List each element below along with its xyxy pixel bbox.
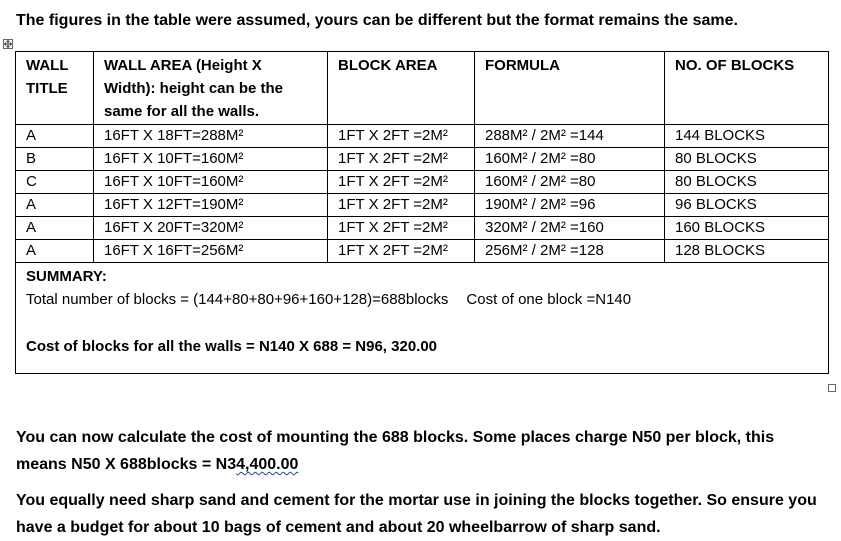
no-of-blocks-cell[interactable]: 96 BLOCKS — [665, 194, 829, 217]
summary-cost-all-walls: Cost of blocks for all the walls = N140 X 688 = N96, 320.00 — [26, 338, 438, 355]
paragraph-sand-cement[interactable]: You equally need sharp sand and cement for the mortar use in joining the blocks together. So ensure you have a budget for about 10 bags of cement and about 20 wheelbarrow of sharp sand. — [16, 492, 817, 536]
intro-text: The figures in the table were assumed, yours can be different but the format remains the same. — [16, 12, 738, 29]
spelling-flagged-amount[interactable]: 4,400.00 — [236, 456, 299, 473]
block-area-cell[interactable]: 1FT X 2FT =2M² — [328, 171, 475, 194]
summary-cost-one-block: Cost of one block =N140 — [466, 291, 632, 308]
summary-total: Total number of blocks = (144+80+80+96+160+128)=688blocks — [26, 291, 449, 308]
wall-title-cell[interactable]: A — [16, 240, 94, 263]
block-area-cell[interactable]: 1FT X 2FT =2M² — [328, 194, 475, 217]
header-block-area[interactable]: BLOCK AREA — [328, 52, 475, 125]
formula-cell[interactable]: 288M² / 2M² =144 — [475, 125, 665, 148]
summary-cell[interactable] — [16, 263, 829, 374]
table-row — [16, 240, 829, 263]
table-row — [16, 125, 829, 148]
block-area-cell[interactable]: 1FT X 2FT =2M² — [328, 148, 475, 171]
header-formula[interactable]: FORMULA — [475, 52, 665, 125]
blocks-table[interactable] — [15, 51, 829, 374]
table-row — [16, 148, 829, 171]
header-no-of-blocks[interactable]: NO. OF BLOCKS — [665, 52, 829, 125]
formula-cell[interactable]: 160M² / 2M² =80 — [475, 148, 665, 171]
no-of-blocks-cell[interactable]: 144 BLOCKS — [665, 125, 829, 148]
no-of-blocks-cell[interactable]: 128 BLOCKS — [665, 240, 829, 263]
header-wall-title[interactable]: WALL TITLE — [16, 52, 94, 125]
move-arrows-icon — [4, 40, 12, 48]
table-header-row — [16, 52, 829, 125]
formula-cell[interactable]: 190M² / 2M² =96 — [475, 194, 665, 217]
block-area-cell[interactable]: 1FT X 2FT =2M² — [328, 125, 475, 148]
paragraph-mounting-cost[interactable] — [16, 424, 826, 478]
wall-title-cell[interactable]: C — [16, 171, 94, 194]
formula-cell[interactable]: 320M² / 2M² =160 — [475, 217, 665, 240]
wall-area-cell[interactable]: 16FT X 10FT=160M² — [94, 148, 328, 171]
formula-cell[interactable]: 256M² / 2M² =128 — [475, 240, 665, 263]
wall-title-cell[interactable]: A — [16, 217, 94, 240]
block-area-cell[interactable]: 1FT X 2FT =2M² — [328, 240, 475, 263]
wall-title-cell[interactable]: A — [16, 125, 94, 148]
wall-title-cell[interactable]: B — [16, 148, 94, 171]
table-row — [16, 171, 829, 194]
wall-area-cell[interactable]: 16FT X 12FT=190M² — [94, 194, 328, 217]
formula-cell[interactable]: 160M² / 2M² =80 — [475, 171, 665, 194]
wall-area-cell[interactable]: 16FT X 16FT=256M² — [94, 240, 328, 263]
summary-line — [26, 288, 818, 311]
wall-area-cell[interactable]: 16FT X 18FT=288M² — [94, 125, 328, 148]
no-of-blocks-cell[interactable]: 80 BLOCKS — [665, 171, 829, 194]
table-move-handle[interactable] — [3, 39, 13, 49]
paragraph-mounting-cost-text: You can now calculate the cost of mounting the 688 blocks. Some places charge N50 per block, this means N50 X 688blocks = N3 — [16, 429, 775, 473]
wall-area-cell[interactable]: 16FT X 10FT=160M² — [94, 171, 328, 194]
summary-title: SUMMARY: — [26, 268, 107, 285]
table-row — [16, 194, 829, 217]
table-resize-handle[interactable] — [828, 384, 836, 392]
block-area-cell[interactable]: 1FT X 2FT =2M² — [328, 217, 475, 240]
no-of-blocks-cell[interactable]: 80 BLOCKS — [665, 148, 829, 171]
summary-row — [16, 263, 829, 374]
wall-title-cell[interactable]: A — [16, 194, 94, 217]
no-of-blocks-cell[interactable]: 160 BLOCKS — [665, 217, 829, 240]
wall-area-cell[interactable]: 16FT X 20FT=320M² — [94, 217, 328, 240]
header-wall-area[interactable]: WALL AREA (Height X Width): height can be the same for all the walls. — [94, 52, 328, 125]
table-row — [16, 217, 829, 240]
